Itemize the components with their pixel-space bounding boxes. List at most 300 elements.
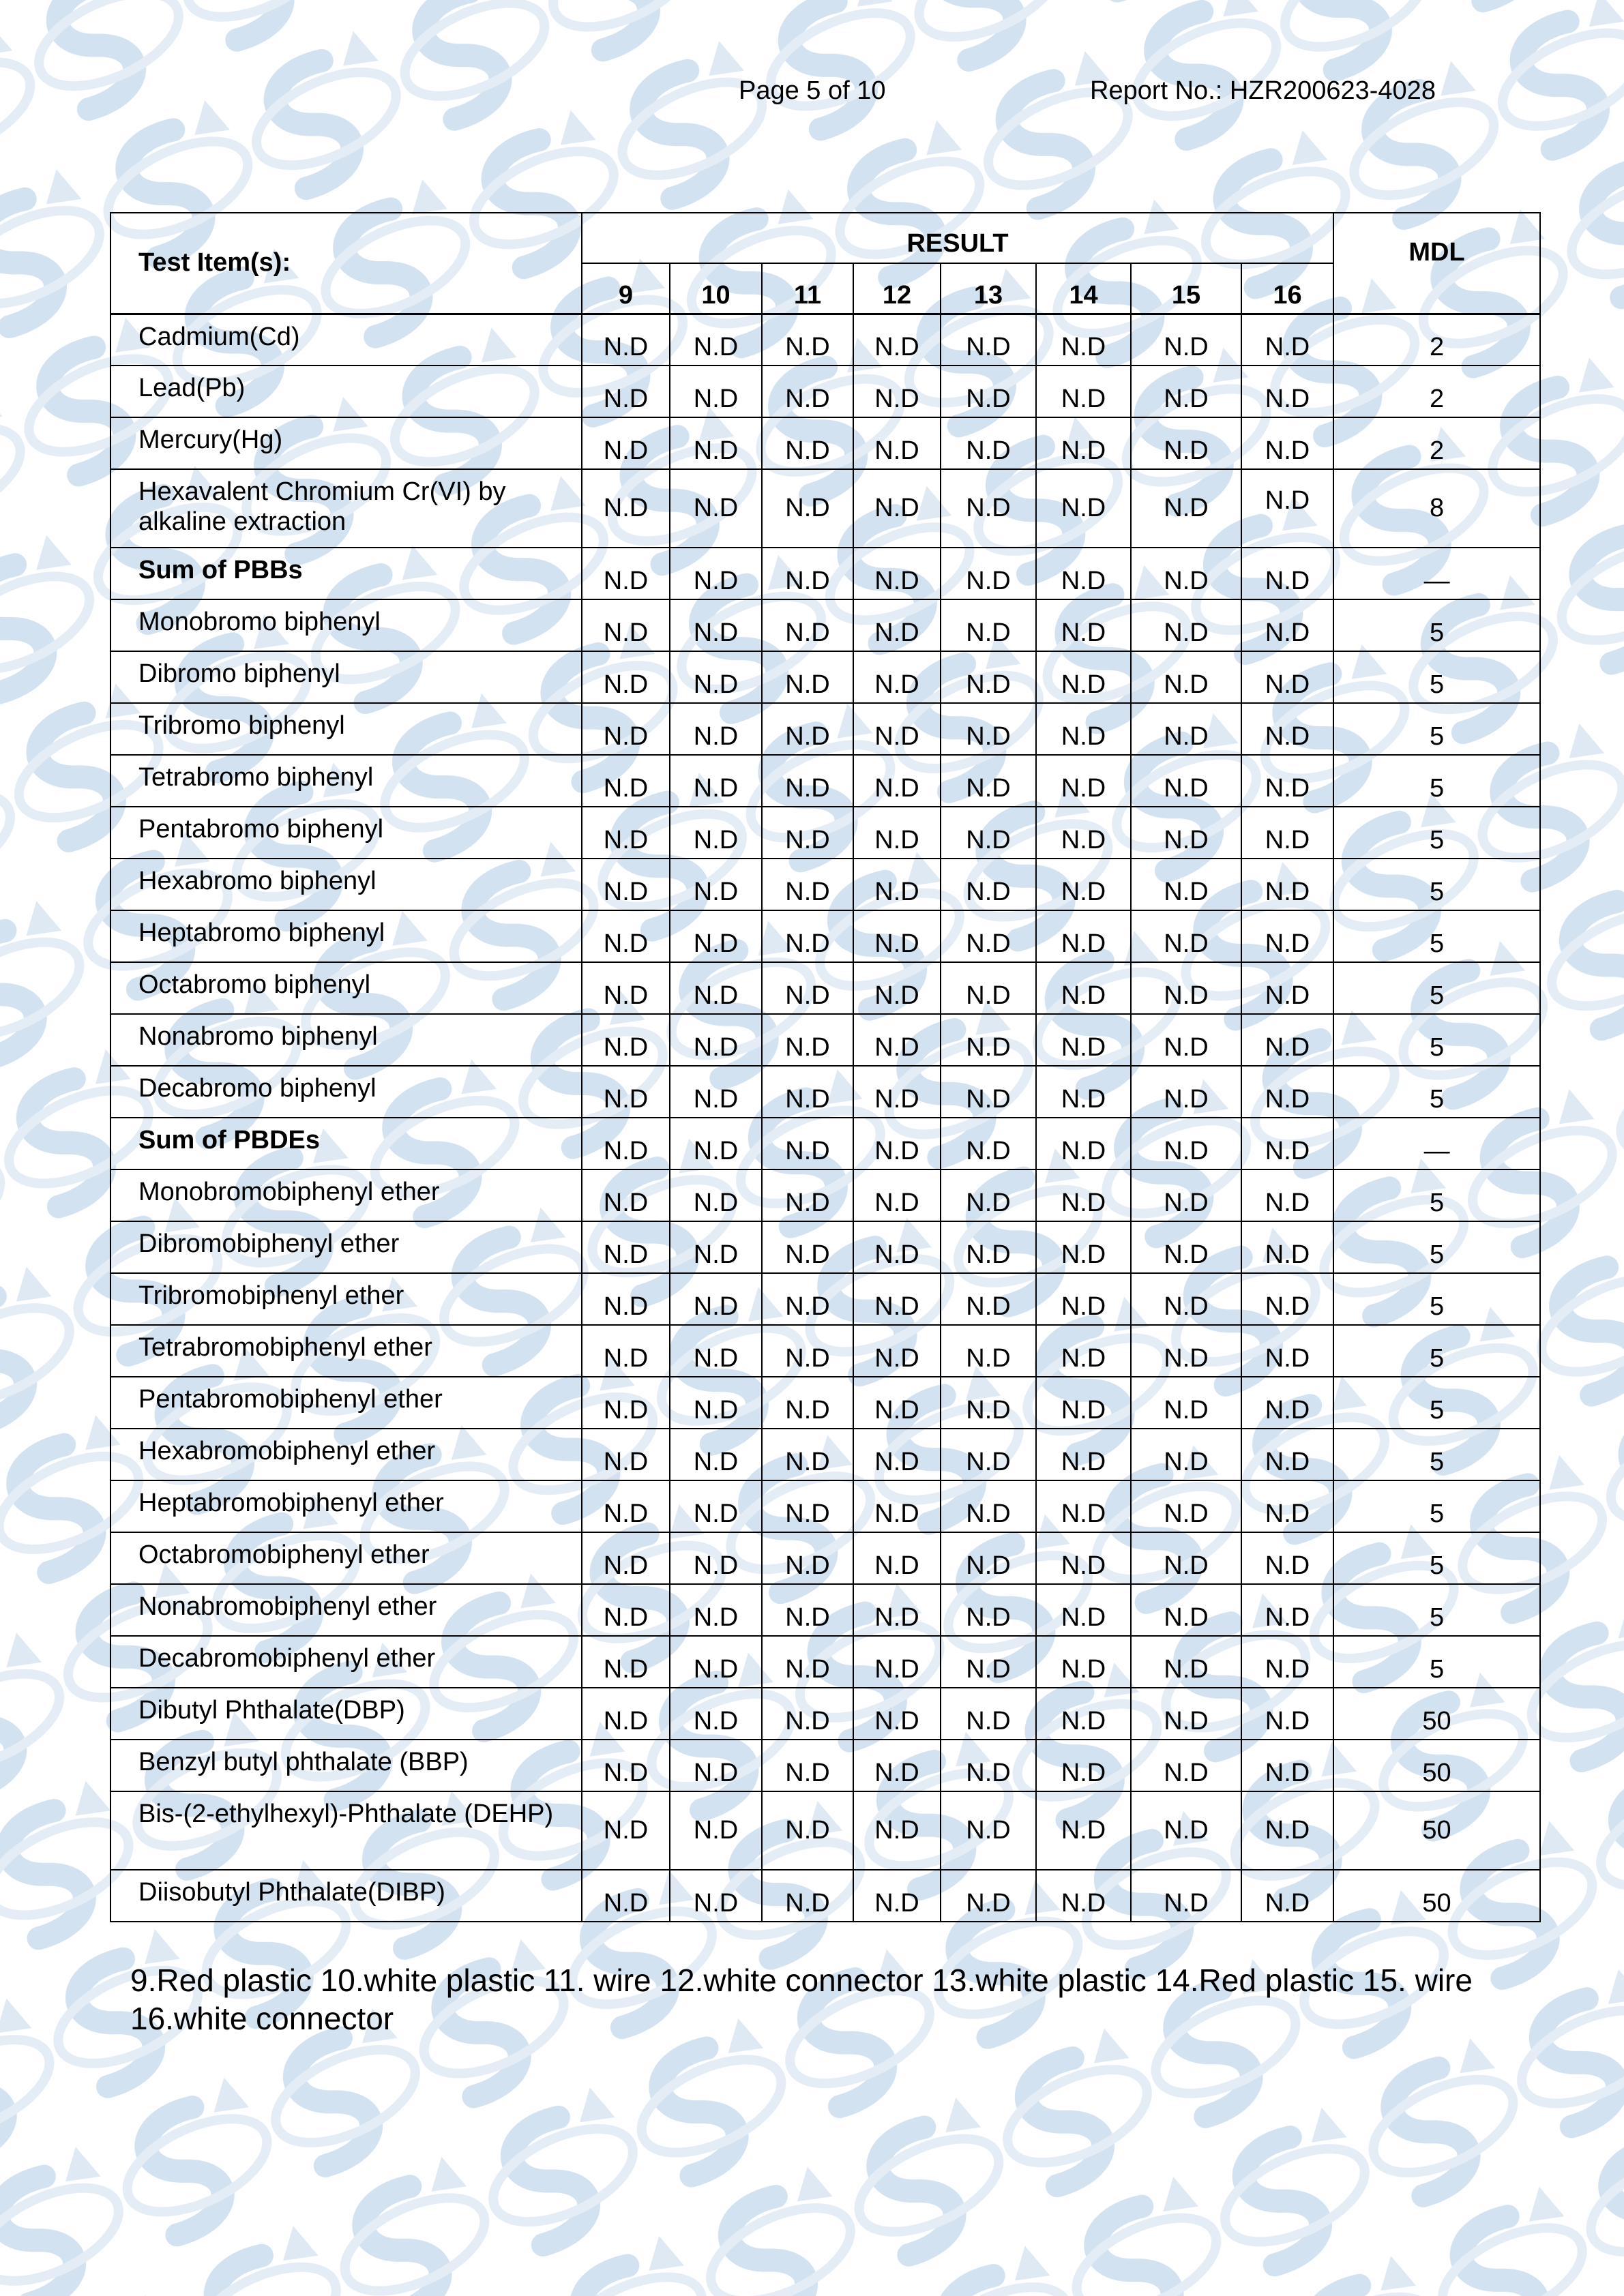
result-cell: N.D bbox=[853, 910, 941, 962]
result-cell: N.D bbox=[1241, 599, 1333, 651]
result-cell: N.D bbox=[670, 1688, 762, 1740]
test-item-label: Mercury(Hg) bbox=[110, 417, 582, 469]
result-cell: N.D bbox=[1131, 366, 1241, 417]
result-cell: N.D bbox=[1241, 1429, 1333, 1480]
result-cell: N.D bbox=[1131, 1791, 1241, 1870]
result-cell: N.D bbox=[1131, 859, 1241, 910]
result-cell: N.D bbox=[670, 1273, 762, 1325]
result-cell: N.D bbox=[941, 1429, 1036, 1480]
result-cell: N.D bbox=[1241, 366, 1333, 417]
test-results-table bbox=[110, 212, 1541, 1922]
result-cell: N.D bbox=[941, 1014, 1036, 1066]
result-cell: N.D bbox=[1036, 1118, 1131, 1169]
result-cell: N.D bbox=[670, 1325, 762, 1377]
result-cell: N.D bbox=[1131, 1377, 1241, 1429]
mdl-cell: 5 bbox=[1333, 651, 1540, 703]
result-cell: N.D bbox=[853, 1325, 941, 1377]
result-cell: N.D bbox=[670, 1532, 762, 1584]
test-item-label: Hexabromo biphenyl bbox=[110, 859, 582, 910]
result-cell: N.D bbox=[762, 910, 853, 962]
result-cell: N.D bbox=[582, 366, 670, 417]
result-cell: N.D bbox=[1241, 1584, 1333, 1636]
test-item-label: Tetrabromo biphenyl bbox=[110, 755, 582, 807]
result-cell: N.D bbox=[582, 1325, 670, 1377]
result-cell: N.D bbox=[1241, 1791, 1333, 1870]
result-cell: N.D bbox=[1241, 651, 1333, 703]
mdl-cell: 5 bbox=[1333, 1532, 1540, 1584]
mdl-cell: 5 bbox=[1333, 1273, 1540, 1325]
mdl-cell: 5 bbox=[1333, 859, 1540, 910]
result-cell: N.D bbox=[582, 910, 670, 962]
test-item-label: Tetrabromobiphenyl ether bbox=[110, 1325, 582, 1377]
result-cell: N.D bbox=[1131, 1584, 1241, 1636]
result-cell: N.D bbox=[1241, 1532, 1333, 1584]
result-cell: N.D bbox=[1131, 807, 1241, 859]
result-cell: N.D bbox=[762, 1066, 853, 1118]
result-cell: N.D bbox=[1036, 1532, 1131, 1584]
mdl-cell: 50 bbox=[1333, 1688, 1540, 1740]
result-cell: N.D bbox=[762, 755, 853, 807]
result-cell: N.D bbox=[941, 1273, 1036, 1325]
test-item-label: Tribromobiphenyl ether bbox=[110, 1273, 582, 1325]
result-cell: N.D bbox=[1241, 755, 1333, 807]
result-cell: N.D bbox=[762, 859, 853, 910]
result-cell: N.D bbox=[1036, 859, 1131, 910]
test-item-label: Octabromo biphenyl bbox=[110, 962, 582, 1014]
test-item-label: Pentabromo biphenyl bbox=[110, 807, 582, 859]
table-row bbox=[110, 548, 1540, 599]
result-cell: N.D bbox=[941, 1325, 1036, 1377]
result-cell: N.D bbox=[1036, 1169, 1131, 1221]
table-row bbox=[110, 469, 1540, 548]
result-cell: N.D bbox=[941, 366, 1036, 417]
table-row bbox=[110, 1636, 1540, 1688]
sample-column-header: 12 bbox=[853, 263, 941, 314]
result-cell: N.D bbox=[1241, 1014, 1333, 1066]
result-cell: N.D bbox=[941, 1118, 1036, 1169]
result-cell: N.D bbox=[1131, 417, 1241, 469]
result-cell: N.D bbox=[1036, 651, 1131, 703]
result-cell: N.D bbox=[1131, 1870, 1241, 1922]
result-cell: N.D bbox=[941, 1377, 1036, 1429]
mdl-cell: 5 bbox=[1333, 807, 1540, 859]
mdl-cell: — bbox=[1333, 1118, 1540, 1169]
table-row bbox=[110, 1325, 1540, 1377]
result-cell: N.D bbox=[670, 1791, 762, 1870]
test-item-label: Hexabromobiphenyl ether bbox=[110, 1429, 582, 1480]
mdl-cell: 50 bbox=[1333, 1870, 1540, 1922]
result-cell: N.D bbox=[853, 1791, 941, 1870]
result-cell: N.D bbox=[582, 703, 670, 755]
result-cell: N.D bbox=[1241, 962, 1333, 1014]
table-row bbox=[110, 1221, 1540, 1273]
result-cell: N.D bbox=[762, 1791, 853, 1870]
result-cell: N.D bbox=[582, 1791, 670, 1870]
mdl-header: MDL bbox=[1333, 213, 1540, 314]
result-cell: N.D bbox=[941, 807, 1036, 859]
page-number: Page 5 of 10 bbox=[739, 76, 886, 105]
result-header: RESULT bbox=[582, 213, 1333, 263]
result-cell: N.D bbox=[582, 1870, 670, 1922]
test-item-label: Heptabromobiphenyl ether bbox=[110, 1480, 582, 1532]
result-cell: N.D bbox=[1131, 1429, 1241, 1480]
result-cell: N.D bbox=[670, 417, 762, 469]
table-row bbox=[110, 703, 1540, 755]
result-cell: N.D bbox=[762, 1221, 853, 1273]
result-cell: N.D bbox=[582, 1688, 670, 1740]
mdl-cell: 5 bbox=[1333, 1221, 1540, 1273]
result-cell: N.D bbox=[1131, 1636, 1241, 1688]
result-cell: N.D bbox=[941, 314, 1036, 366]
result-cell: N.D bbox=[941, 651, 1036, 703]
result-cell: N.D bbox=[1241, 1480, 1333, 1532]
table-row bbox=[110, 755, 1540, 807]
result-cell: N.D bbox=[1036, 1273, 1131, 1325]
test-item-label: Octabromobiphenyl ether bbox=[110, 1532, 582, 1584]
result-cell: N.D bbox=[853, 859, 941, 910]
result-cell: N.D bbox=[670, 1480, 762, 1532]
result-cell: N.D bbox=[762, 1532, 853, 1584]
result-cell: N.D bbox=[853, 1221, 941, 1273]
result-cell: N.D bbox=[853, 548, 941, 599]
result-cell: N.D bbox=[1036, 1791, 1131, 1870]
result-cell: N.D bbox=[582, 1429, 670, 1480]
result-cell: N.D bbox=[853, 703, 941, 755]
test-item-label: Nonabromo biphenyl bbox=[110, 1014, 582, 1066]
result-cell: N.D bbox=[1241, 1870, 1333, 1922]
test-item-label: Heptabromo biphenyl bbox=[110, 910, 582, 962]
result-cell: N.D bbox=[670, 1014, 762, 1066]
mdl-cell: 5 bbox=[1333, 1377, 1540, 1429]
result-cell: N.D bbox=[582, 548, 670, 599]
result-cell: N.D bbox=[582, 755, 670, 807]
result-cell: N.D bbox=[762, 1169, 853, 1221]
result-cell: N.D bbox=[1036, 962, 1131, 1014]
mdl-cell: 5 bbox=[1333, 1480, 1540, 1532]
result-cell: N.D bbox=[670, 1429, 762, 1480]
test-item-label: Hexavalent Chromium Cr(VI) by alkaline extraction bbox=[110, 469, 582, 548]
test-item-label: Nonabromobiphenyl ether bbox=[110, 1584, 582, 1636]
result-cell: N.D bbox=[670, 962, 762, 1014]
sample-column-header: 9 bbox=[582, 263, 670, 314]
mdl-cell: 5 bbox=[1333, 1014, 1540, 1066]
result-cell: N.D bbox=[853, 1014, 941, 1066]
result-cell: N.D bbox=[1241, 1636, 1333, 1688]
result-cell: N.D bbox=[1241, 703, 1333, 755]
table-row bbox=[110, 1377, 1540, 1429]
result-cell: N.D bbox=[853, 1169, 941, 1221]
result-cell: N.D bbox=[582, 1221, 670, 1273]
test-item-label: Monobromo biphenyl bbox=[110, 599, 582, 651]
result-cell: N.D bbox=[1241, 314, 1333, 366]
result-cell: N.D bbox=[1036, 417, 1131, 469]
result-cell: N.D bbox=[1241, 1740, 1333, 1791]
result-cell: N.D bbox=[1241, 807, 1333, 859]
test-item-label: Sum of PBBs bbox=[110, 548, 582, 599]
result-cell: N.D bbox=[582, 1273, 670, 1325]
table-row bbox=[110, 314, 1540, 366]
result-cell: N.D bbox=[762, 1584, 853, 1636]
result-cell: N.D bbox=[762, 314, 853, 366]
table-row bbox=[110, 1169, 1540, 1221]
result-cell: N.D bbox=[762, 1480, 853, 1532]
test-item-label: Pentabromobiphenyl ether bbox=[110, 1377, 582, 1429]
test-item-label: Diisobutyl Phthalate(DIBP) bbox=[110, 1870, 582, 1922]
result-cell: N.D bbox=[853, 1429, 941, 1480]
result-cell: N.D bbox=[941, 1584, 1036, 1636]
test-item-label: Lead(Pb) bbox=[110, 366, 582, 417]
result-cell: N.D bbox=[941, 548, 1036, 599]
result-cell: N.D bbox=[582, 1740, 670, 1791]
sample-column-header: 10 bbox=[670, 263, 762, 314]
result-cell: N.D bbox=[670, 1169, 762, 1221]
result-cell: N.D bbox=[1036, 1688, 1131, 1740]
result-cell: N.D bbox=[762, 651, 853, 703]
mdl-cell: 5 bbox=[1333, 1584, 1540, 1636]
mdl-cell: 2 bbox=[1333, 366, 1540, 417]
table-row bbox=[110, 807, 1540, 859]
result-cell: N.D bbox=[853, 1636, 941, 1688]
result-cell: N.D bbox=[1241, 910, 1333, 962]
result-cell: N.D bbox=[1131, 469, 1241, 548]
mdl-cell: 5 bbox=[1333, 599, 1540, 651]
test-item-label: Bis-(2-ethylhexyl)-Phthalate (DEHP) bbox=[110, 1791, 582, 1870]
result-cell: N.D bbox=[853, 417, 941, 469]
result-cell: N.D bbox=[853, 1740, 941, 1791]
result-cell: N.D bbox=[1241, 548, 1333, 599]
sample-column-header: 16 bbox=[1241, 263, 1333, 314]
result-cell: N.D bbox=[1131, 703, 1241, 755]
sample-column-header: 14 bbox=[1036, 263, 1131, 314]
result-cell: N.D bbox=[762, 1870, 853, 1922]
result-cell: N.D bbox=[582, 651, 670, 703]
result-cell: N.D bbox=[582, 859, 670, 910]
result-cell: N.D bbox=[762, 1429, 853, 1480]
result-cell: N.D bbox=[853, 1688, 941, 1740]
result-cell: N.D bbox=[670, 703, 762, 755]
result-cell: N.D bbox=[941, 1688, 1036, 1740]
result-cell: N.D bbox=[762, 599, 853, 651]
sample-legend: 9.Red plastic 10.white plastic 11. wire 12.white connector 13.white plastic 14.Red plastic 15. wire 16.white connector bbox=[130, 1963, 1473, 2036]
result-cell: N.D bbox=[762, 962, 853, 1014]
mdl-cell: 5 bbox=[1333, 755, 1540, 807]
mdl-cell: 8 bbox=[1333, 469, 1540, 548]
result-cell: N.D bbox=[853, 366, 941, 417]
result-cell: N.D bbox=[670, 1740, 762, 1791]
result-cell: N.D bbox=[762, 469, 853, 548]
test-item-label: Dibromobiphenyl ether bbox=[110, 1221, 582, 1273]
result-cell: N.D bbox=[1241, 1066, 1333, 1118]
result-cell: N.D bbox=[1241, 859, 1333, 910]
test-item-label: Cadmium(Cd) bbox=[110, 314, 582, 366]
result-cell: N.D bbox=[1131, 1118, 1241, 1169]
table-row bbox=[110, 1066, 1540, 1118]
result-cell: N.D bbox=[853, 962, 941, 1014]
result-cell: N.D bbox=[1131, 1273, 1241, 1325]
mdl-cell: 5 bbox=[1333, 1066, 1540, 1118]
table-row bbox=[110, 1791, 1540, 1870]
result-cell: N.D bbox=[1131, 910, 1241, 962]
test-item-label: Decabromobiphenyl ether bbox=[110, 1636, 582, 1688]
result-cell: N.D bbox=[582, 962, 670, 1014]
mdl-cell: 5 bbox=[1333, 1169, 1540, 1221]
result-cell: N.D bbox=[941, 1740, 1036, 1791]
mdl-cell: 5 bbox=[1333, 962, 1540, 1014]
table-row bbox=[110, 651, 1540, 703]
result-cell: N.D bbox=[1241, 1118, 1333, 1169]
result-cell: N.D bbox=[853, 469, 941, 548]
result-cell: N.D bbox=[1131, 1740, 1241, 1791]
result-cell: N.D bbox=[670, 1870, 762, 1922]
result-cell: N.D bbox=[762, 1740, 853, 1791]
table-row bbox=[110, 1740, 1540, 1791]
result-cell: N.D bbox=[853, 1870, 941, 1922]
mdl-cell: 5 bbox=[1333, 703, 1540, 755]
mdl-cell: 2 bbox=[1333, 417, 1540, 469]
result-cell: N.D bbox=[1036, 314, 1131, 366]
test-item-label: Monobromobiphenyl ether bbox=[110, 1169, 582, 1221]
result-cell: N.D bbox=[582, 1377, 670, 1429]
mdl-cell: 5 bbox=[1333, 1429, 1540, 1480]
result-cell: N.D bbox=[1036, 1066, 1131, 1118]
result-cell: N.D bbox=[1131, 755, 1241, 807]
result-cell: N.D bbox=[582, 1066, 670, 1118]
result-cell: N.D bbox=[941, 599, 1036, 651]
result-cell: N.D bbox=[582, 417, 670, 469]
result-cell: N.D bbox=[853, 314, 941, 366]
result-cell: N.D bbox=[670, 859, 762, 910]
result-cell: N.D bbox=[941, 703, 1036, 755]
mdl-cell: 5 bbox=[1333, 910, 1540, 962]
result-cell: N.D bbox=[582, 469, 670, 548]
result-cell: N.D bbox=[582, 1532, 670, 1584]
result-cell: N.D bbox=[670, 755, 762, 807]
result-cell: N.D bbox=[1131, 548, 1241, 599]
report-number: Report No.: HZR200623-4028 bbox=[1090, 76, 1436, 105]
result-cell: N.D bbox=[1241, 1688, 1333, 1740]
result-cell: N.D bbox=[853, 1532, 941, 1584]
result-cell: N.D bbox=[1241, 1169, 1333, 1221]
test-item-label: Dibutyl Phthalate(DBP) bbox=[110, 1688, 582, 1740]
result-cell: N.D bbox=[582, 1014, 670, 1066]
result-cell: N.D bbox=[1241, 469, 1333, 548]
result-cell: N.D bbox=[762, 1325, 853, 1377]
result-cell: N.D bbox=[1241, 1273, 1333, 1325]
result-cell: N.D bbox=[853, 755, 941, 807]
table-row bbox=[110, 1870, 1540, 1922]
result-cell: N.D bbox=[941, 1480, 1036, 1532]
result-cell: N.D bbox=[762, 1014, 853, 1066]
result-cell: N.D bbox=[1036, 1870, 1131, 1922]
result-cell: N.D bbox=[941, 417, 1036, 469]
result-cell: N.D bbox=[670, 1221, 762, 1273]
result-cell: N.D bbox=[1131, 314, 1241, 366]
result-cell: N.D bbox=[762, 1688, 853, 1740]
result-cell: N.D bbox=[1131, 1532, 1241, 1584]
result-cell: N.D bbox=[670, 1066, 762, 1118]
result-cell: N.D bbox=[853, 651, 941, 703]
test-item-header: Test Item(s): bbox=[110, 213, 582, 314]
result-cell: N.D bbox=[582, 1118, 670, 1169]
result-cell: N.D bbox=[1036, 1584, 1131, 1636]
result-cell: N.D bbox=[670, 1584, 762, 1636]
result-cell: N.D bbox=[762, 703, 853, 755]
table-row bbox=[110, 1118, 1540, 1169]
result-cell: N.D bbox=[1131, 1480, 1241, 1532]
table-row bbox=[110, 417, 1540, 469]
result-cell: N.D bbox=[1036, 755, 1131, 807]
result-cell: N.D bbox=[582, 807, 670, 859]
result-cell: N.D bbox=[582, 1169, 670, 1221]
result-cell: N.D bbox=[762, 417, 853, 469]
table-row bbox=[110, 962, 1540, 1014]
result-cell: N.D bbox=[582, 1636, 670, 1688]
sample-column-header: 15 bbox=[1131, 263, 1241, 314]
test-item-label: Tribromo biphenyl bbox=[110, 703, 582, 755]
result-cell: N.D bbox=[853, 1066, 941, 1118]
result-cell: N.D bbox=[1241, 1377, 1333, 1429]
result-cell: N.D bbox=[1241, 417, 1333, 469]
result-cell: N.D bbox=[1036, 703, 1131, 755]
result-cell: N.D bbox=[1036, 1377, 1131, 1429]
table-row bbox=[110, 1273, 1540, 1325]
test-item-label: Decabromo biphenyl bbox=[110, 1066, 582, 1118]
mdl-cell: 2 bbox=[1333, 314, 1540, 366]
table-row bbox=[110, 1429, 1540, 1480]
result-cell: N.D bbox=[582, 1480, 670, 1532]
mdl-cell: — bbox=[1333, 548, 1540, 599]
result-cell: N.D bbox=[853, 807, 941, 859]
result-cell: N.D bbox=[853, 1584, 941, 1636]
result-cell: N.D bbox=[941, 962, 1036, 1014]
result-cell: N.D bbox=[941, 1870, 1036, 1922]
result-cell: N.D bbox=[670, 314, 762, 366]
result-cell: N.D bbox=[853, 1480, 941, 1532]
result-cell: N.D bbox=[1036, 1429, 1131, 1480]
result-cell: N.D bbox=[941, 1791, 1036, 1870]
result-cell: N.D bbox=[762, 548, 853, 599]
table-row bbox=[110, 1584, 1540, 1636]
result-cell: N.D bbox=[1131, 599, 1241, 651]
result-cell: N.D bbox=[1131, 962, 1241, 1014]
result-cell: N.D bbox=[1131, 1169, 1241, 1221]
result-cell: N.D bbox=[941, 1169, 1036, 1221]
result-cell: N.D bbox=[762, 807, 853, 859]
result-cell: N.D bbox=[670, 1377, 762, 1429]
result-cell: N.D bbox=[853, 1118, 941, 1169]
result-cell: N.D bbox=[670, 366, 762, 417]
result-cell: N.D bbox=[582, 314, 670, 366]
sample-column-header: 13 bbox=[941, 263, 1036, 314]
result-cell: N.D bbox=[1036, 548, 1131, 599]
result-cell: N.D bbox=[1036, 1325, 1131, 1377]
table-row bbox=[110, 599, 1540, 651]
result-cell: N.D bbox=[1036, 469, 1131, 548]
table-row bbox=[110, 859, 1540, 910]
result-cell: N.D bbox=[853, 599, 941, 651]
mdl-cell: 50 bbox=[1333, 1740, 1540, 1791]
result-cell: N.D bbox=[1036, 599, 1131, 651]
result-cell: N.D bbox=[853, 1273, 941, 1325]
result-cell: N.D bbox=[670, 548, 762, 599]
mdl-cell: 5 bbox=[1333, 1325, 1540, 1377]
result-cell: N.D bbox=[1036, 1014, 1131, 1066]
result-cell: N.D bbox=[941, 755, 1036, 807]
table-row bbox=[110, 1532, 1540, 1584]
test-item-label: Sum of PBDEs bbox=[110, 1118, 582, 1169]
table-row bbox=[110, 910, 1540, 962]
table-row bbox=[110, 1480, 1540, 1532]
